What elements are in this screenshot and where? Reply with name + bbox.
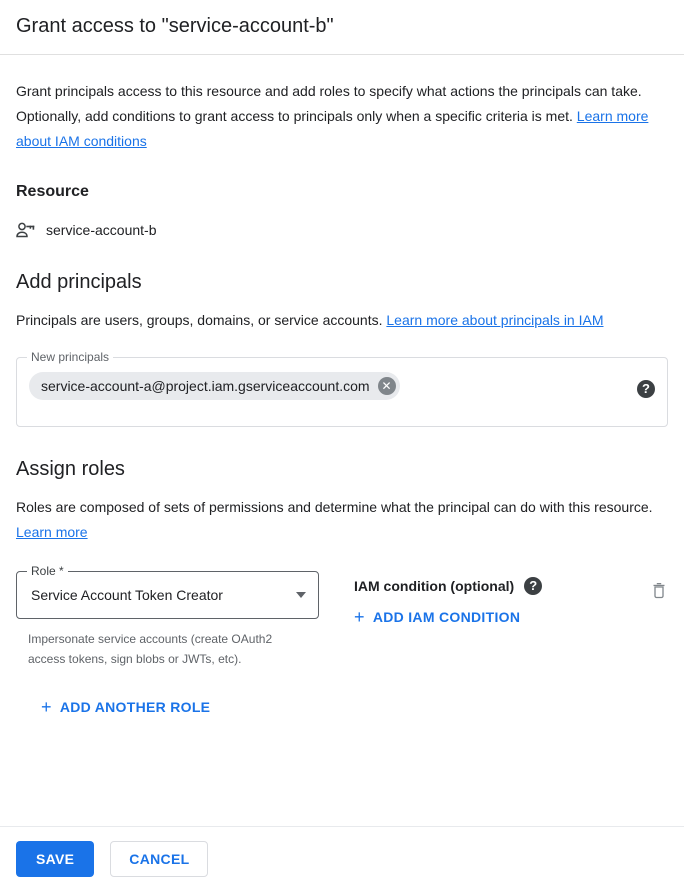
page-title: Grant access to "service-account-b" [16, 15, 334, 37]
help-icon[interactable]: ? [637, 380, 655, 398]
principals-description [16, 308, 664, 333]
intro-text-lead: Grant principals access to this resource and add roles to specify what actions the principals can take. Optionally, add conditions to grant access to principals only when a specific criteria is met. [16, 83, 642, 124]
add-iam-condition-button[interactable] [354, 609, 520, 625]
principal-chip-label: service-account-a@project.iam.gserviceaccount.com [41, 378, 370, 394]
condition-column [319, 571, 628, 628]
plus-icon-role: + [41, 697, 52, 717]
delete-column [628, 571, 668, 604]
principal-chip[interactable] [29, 372, 400, 400]
resource-row [16, 220, 668, 240]
resource-heading: Resource [16, 183, 89, 200]
new-principals-field[interactable] [16, 350, 668, 427]
add-iam-condition-label: ADD IAM CONDITION [372, 609, 521, 625]
condition-label: IAM condition (optional) [354, 578, 515, 594]
roles-learn-more-link[interactable]: Learn more [16, 524, 88, 540]
role-select[interactable] [16, 564, 319, 619]
chevron-down-icon[interactable] [296, 592, 306, 598]
new-principals-label: New principals [27, 350, 113, 364]
help-icon-condition[interactable]: ? [524, 577, 542, 595]
assign-roles-heading: Assign roles [16, 458, 125, 480]
add-principals-heading: Add principals [16, 271, 142, 293]
plus-icon: + [354, 607, 365, 627]
footer-divider [0, 826, 684, 827]
principals-in-iam-link[interactable]: Learn more about principals in IAM [386, 312, 604, 328]
condition-label-row [354, 577, 628, 595]
roles-description [16, 495, 664, 545]
role-description: Impersonate service accounts (create OAuth2 access tokens, sign blobs or JWTs, etc). [28, 632, 273, 666]
principals-description-lead: Principals are users, groups, domains, or service accounts. [16, 312, 387, 328]
trash-icon[interactable] [650, 586, 668, 603]
service-account-icon [16, 220, 36, 240]
save-button[interactable]: SAVE [16, 841, 94, 877]
role-select-value: Service Account Token Creator [31, 587, 223, 603]
cancel-button[interactable]: CANCEL [110, 841, 208, 877]
title-divider [0, 54, 684, 55]
role-row [16, 564, 668, 669]
role-select-label: Role * [27, 564, 68, 578]
add-another-role-label: ADD ANOTHER ROLE [59, 699, 211, 715]
add-another-role-button[interactable] [41, 699, 210, 715]
roles-description-lead: Roles are composed of sets of permissions and determine what the principal can do with this resource. [16, 499, 653, 515]
dialog-actions [16, 841, 208, 877]
resource-name: service-account-b [46, 222, 157, 238]
dialog-body [0, 79, 684, 718]
role-column [16, 564, 319, 669]
close-icon[interactable]: ✕ [378, 377, 396, 395]
iam-conditions-link[interactable]: Learn more about IAM conditions [16, 108, 649, 149]
intro-text [16, 79, 664, 154]
